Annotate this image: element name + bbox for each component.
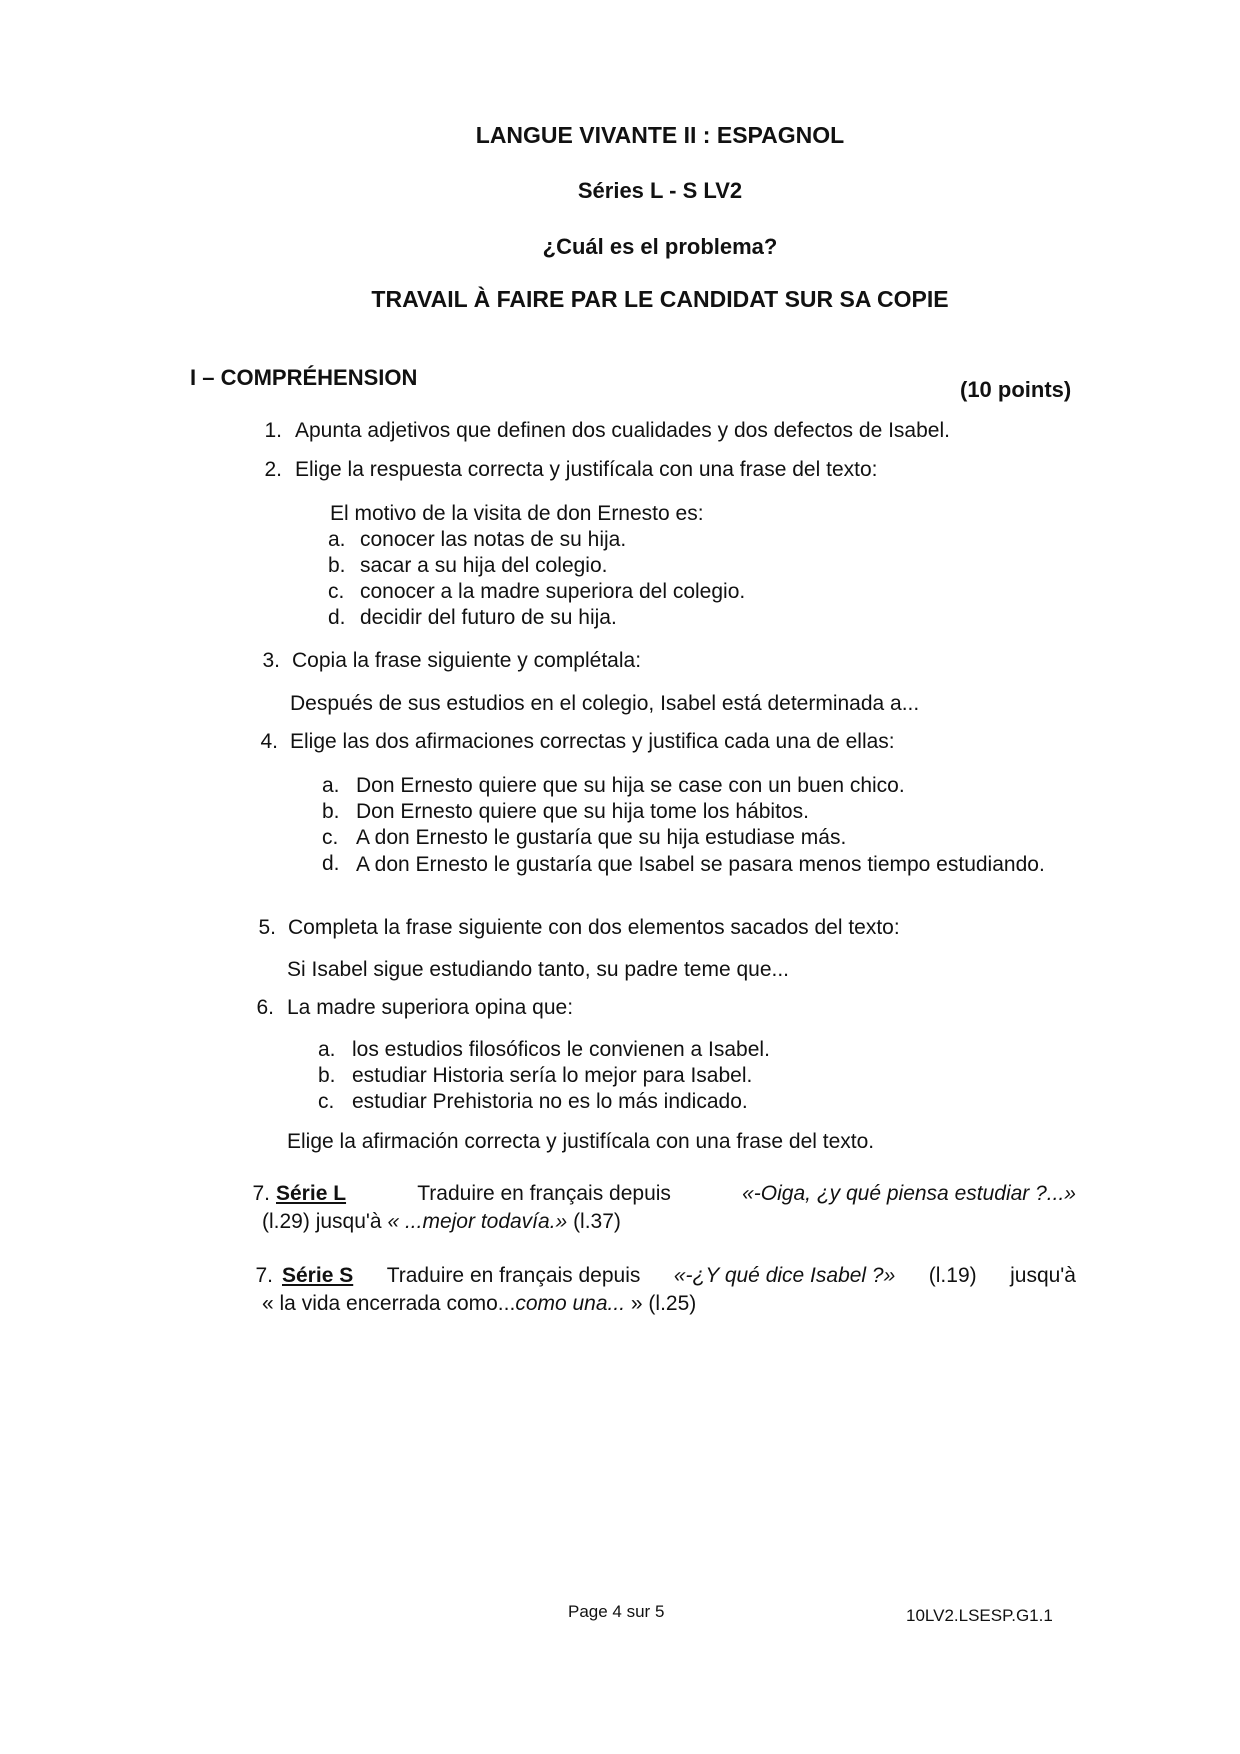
- question-text: La madre superiora opina que:: [287, 996, 574, 1019]
- option-text: estudiar Historia sería lo mejor para Isabel.: [352, 1064, 753, 1087]
- page-number: Page 4 sur 5: [568, 1602, 665, 1621]
- question-stem: El motivo de la visita de don Ernesto es:: [330, 502, 704, 525]
- option-letter: a.: [322, 774, 340, 797]
- quote-start: «-Oiga, ¿y qué piensa estudiar ?...»: [742, 1182, 1076, 1205]
- question-number: 7.: [255, 1264, 273, 1287]
- line-ref-start: (l.19): [928, 1264, 977, 1287]
- until-word: jusqu'à: [315, 1210, 382, 1233]
- question-line: [282, 1264, 1076, 1288]
- option-text: estudiar Prehistoria no es lo más indicado.: [352, 1090, 748, 1113]
- question-intro: Traduire en français depuis: [386, 1264, 641, 1287]
- question-number: 7.: [252, 1182, 270, 1205]
- option-letter: c.: [322, 826, 339, 849]
- question-sentence: Después de sus estudios en el colegio, Isabel está determinada a...: [290, 692, 920, 715]
- document-code: 10LV2.LSESP.G1.1: [906, 1606, 1053, 1625]
- line-ref-end: (l.25): [648, 1292, 697, 1315]
- serie-label: Série L: [276, 1182, 347, 1205]
- exam-series: Séries L - S LV2: [577, 178, 743, 203]
- line-ref-start: (l.29): [262, 1210, 310, 1233]
- question-text: Copia la frase siguiente y complétala:: [292, 649, 642, 672]
- question-number: 6.: [256, 996, 274, 1019]
- question-text: Elige las dos afirmaciones correctas y justifica cada una de ellas:: [290, 730, 895, 753]
- exam-subject: ¿Cuál es el problema?: [542, 234, 778, 259]
- quote-end: « ...mejor todavía.»: [387, 1210, 568, 1233]
- option-text: conocer a la madre superiora del colegio.: [360, 580, 746, 603]
- option-text: Don Ernesto quiere que su hija tome los hábitos.: [356, 800, 809, 823]
- question-line-2: [262, 1292, 696, 1316]
- section-title: I – COMPRÉHENSION: [190, 365, 418, 390]
- option-letter: d.: [328, 606, 346, 629]
- quote-end-a: « la vida encerrada como...: [262, 1292, 516, 1315]
- option-text: A don Ernesto le gustaría que su hija estudiase más.: [356, 826, 847, 849]
- option-letter: a.: [318, 1038, 336, 1061]
- question-text: Elige la respuesta correcta y justifícala con una frase del texto:: [295, 458, 878, 481]
- option-letter: b.: [322, 800, 340, 823]
- exam-instruction: TRAVAIL À FAIRE PAR LE CANDIDAT SUR SA COPIE: [371, 286, 949, 312]
- option-text: los estudios filosóficos le convienen a Isabel.: [352, 1038, 770, 1061]
- serie-label: Série S: [282, 1264, 354, 1287]
- line-ref-end: (l.37): [573, 1210, 621, 1233]
- option-letter: c.: [328, 580, 345, 603]
- quote-start: «-¿Y qué dice Isabel ?»: [673, 1264, 896, 1287]
- question-closing: Elige la afirmación correcta y justifícala con una frase del texto.: [287, 1130, 875, 1153]
- question-line-2: [262, 1210, 621, 1234]
- question-sentence: Si Isabel sigue estudiando tanto, su padre teme que...: [287, 958, 790, 981]
- question-number: 2.: [264, 458, 282, 481]
- option-text: conocer las notas de su hija.: [360, 528, 627, 551]
- question-number: 5.: [258, 916, 276, 939]
- question-number: 1.: [264, 419, 282, 442]
- exam-title: LANGUE VIVANTE II : ESPAGNOL: [475, 122, 845, 148]
- option-text: decidir del futuro de su hija.: [360, 606, 617, 629]
- quote-end-c: »: [630, 1292, 643, 1315]
- question-line: [276, 1182, 1076, 1206]
- option-letter: b.: [318, 1064, 336, 1087]
- section-points: (10 points): [960, 377, 1072, 402]
- question-intro: Traduire en français depuis: [417, 1182, 671, 1205]
- option-letter: c.: [318, 1090, 335, 1113]
- quote-end-b: como una...: [515, 1292, 626, 1315]
- option-letter: b.: [328, 554, 346, 577]
- question-number: 3.: [262, 649, 280, 672]
- question-text: Apunta adjetivos que definen dos cualidades y dos defectos de Isabel.: [295, 419, 950, 442]
- until-word: jusqu'à: [1010, 1264, 1076, 1287]
- option-text: sacar a su hija del colegio.: [360, 554, 608, 577]
- option-letter: a.: [328, 528, 346, 551]
- question-text: Completa la frase siguiente con dos elementos sacados del texto:: [288, 916, 900, 939]
- option-text: A don Ernesto le gustaría que Isabel se pasara menos tiempo estudiando.: [356, 853, 1045, 876]
- question-number: 4.: [260, 730, 278, 753]
- option-text: Don Ernesto quiere que su hija se case con un buen chico.: [356, 774, 905, 797]
- option-letter: d.: [322, 852, 340, 875]
